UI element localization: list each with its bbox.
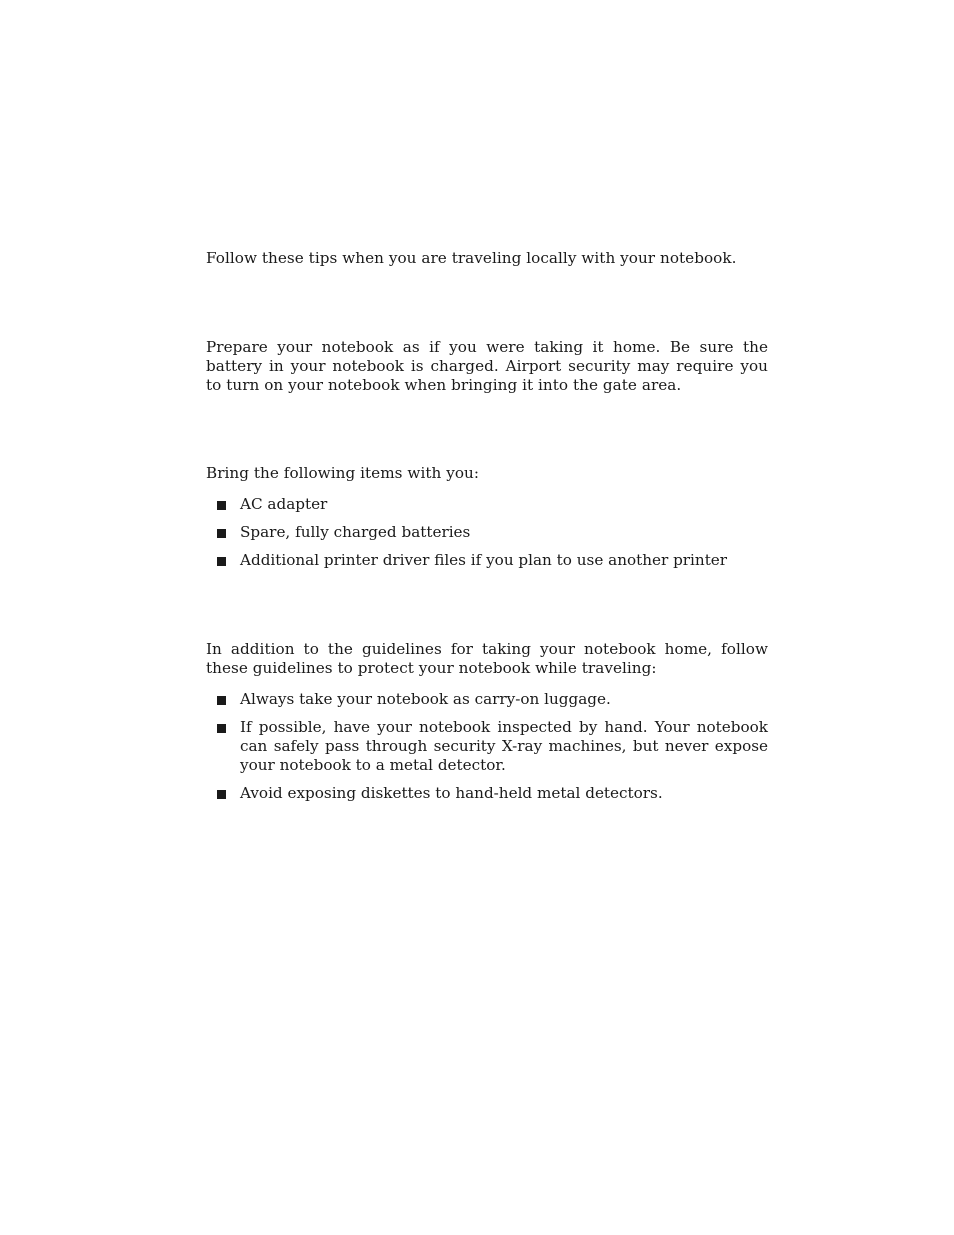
local-travel-paragraph: Follow these tips when you are traveling locally with your notebook.: [206, 249, 737, 267]
bring-items-intro: Bring the following items with you:: [206, 464, 480, 482]
bring-items-list: [206, 495, 768, 579]
square-bullet-icon: [217, 790, 226, 799]
guidelines-list: [206, 690, 768, 812]
square-bullet-icon: [217, 557, 226, 566]
list-item: [206, 495, 768, 514]
square-bullet-icon: [217, 529, 226, 538]
square-bullet-icon: [217, 501, 226, 510]
list-item: [206, 784, 768, 803]
square-bullet-icon: [217, 696, 226, 705]
square-bullet-icon: [217, 724, 226, 733]
prepare-notebook-paragraph: Prepare your notebook as if you were taking it home. Be sure the battery in your notebook is charged. Airport security may require you to turn on your notebook when bringing it into the gate area.: [206, 338, 768, 394]
list-item: [206, 718, 768, 775]
list-item-text: If possible, have your notebook inspected by hand. Your notebook can safely pass through security X-ray machines, but never expose your notebook to a metal detector.: [240, 718, 768, 774]
list-item-text: Avoid exposing diskettes to hand-held metal detectors.: [240, 784, 663, 802]
guidelines-intro: In addition to the guidelines for taking your notebook home, follow these guidelines to protect your notebook while traveling:: [206, 640, 768, 677]
list-item: [206, 551, 768, 570]
list-item-text: AC adapter: [240, 495, 328, 513]
list-item-text: Spare, fully charged batteries: [240, 523, 471, 541]
list-item-text: Additional printer driver files if you plan to use another printer: [240, 551, 728, 569]
list-item: [206, 523, 768, 542]
list-item: [206, 690, 768, 709]
list-item-text: Always take your notebook as carry-on luggage.: [240, 690, 611, 708]
